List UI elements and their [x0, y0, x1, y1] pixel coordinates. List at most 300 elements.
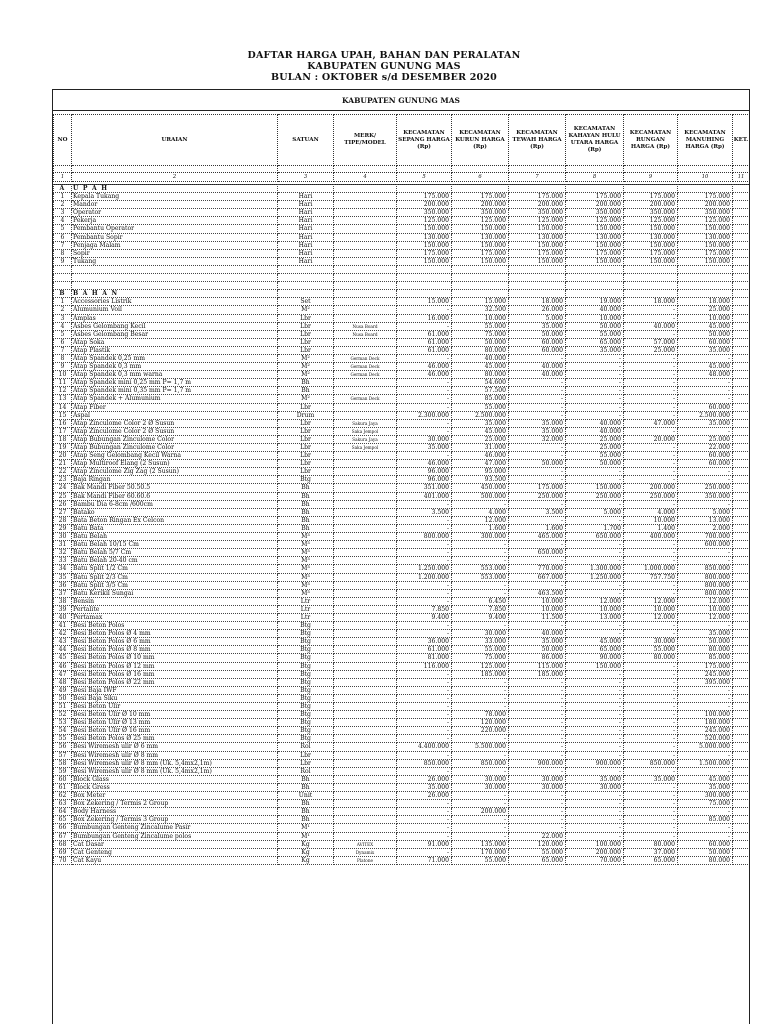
price-kurun: 40.000: [452, 354, 509, 362]
price-kahayan-hulu-utara: 900.000: [566, 759, 624, 767]
row-number: 1: [54, 298, 72, 306]
row-number: [54, 265, 72, 273]
remarks: [733, 427, 750, 435]
price-kahayan-hulu-utara: -: [566, 711, 624, 719]
price-kurun: -: [452, 792, 509, 800]
price-kahayan-hulu-utara: -: [566, 403, 624, 411]
price-rungan: [624, 282, 678, 290]
brand-model: [334, 314, 397, 322]
table-row: [54, 209, 750, 217]
price-sepang: 1.200.000: [397, 573, 452, 581]
row-number: 67: [54, 832, 72, 840]
price-rungan: [624, 290, 678, 298]
price-sepang: -: [397, 703, 452, 711]
row-number: 60: [54, 775, 72, 783]
row-number: 20: [54, 452, 72, 460]
unit: Bh: [278, 508, 334, 516]
brand-model: [334, 792, 397, 800]
unit: Kg: [278, 840, 334, 848]
price-kahayan-hulu-utara: 150.000: [566, 484, 624, 492]
price-sepang: 30.000: [397, 435, 452, 443]
unit: Kg: [278, 848, 334, 856]
price-kurun: 150.000: [452, 257, 509, 265]
remarks: [733, 711, 750, 719]
header-spacer-cell: [509, 166, 566, 173]
unit: Btg: [278, 654, 334, 662]
brand-model: [334, 573, 397, 581]
price-tewah: -: [509, 686, 566, 694]
price-kurun: 30.000: [452, 775, 509, 783]
table-row: [54, 727, 750, 735]
remarks: [733, 630, 750, 638]
table-row: [54, 387, 750, 395]
price-kurun: 125.000: [452, 217, 509, 225]
price-kahayan-hulu-utara: 40.000: [566, 427, 624, 435]
price-kahayan-hulu-utara: -: [566, 363, 624, 371]
brand-model: AVITEX: [334, 840, 397, 848]
price-tewah: [509, 290, 566, 298]
price-tewah: 26.000: [509, 306, 566, 314]
price-tewah: 55.000: [509, 848, 566, 856]
unit: Lbr: [278, 346, 334, 354]
brand-model: [334, 727, 397, 735]
table-row: [54, 225, 750, 233]
unit: Hari: [278, 209, 334, 217]
row-number: 39: [54, 605, 72, 613]
price-kurun: 55.000: [452, 646, 509, 654]
price-tewah: -: [509, 500, 566, 508]
remarks: [733, 274, 750, 282]
item-description: B A H A N: [72, 290, 278, 298]
price-rungan: 850.000: [624, 759, 678, 767]
price-tewah: -: [509, 711, 566, 719]
brand-model: [334, 743, 397, 751]
brand-model: [334, 630, 397, 638]
price-tewah: 11.500: [509, 613, 566, 621]
row-number: 49: [54, 686, 72, 694]
remarks: [733, 282, 750, 290]
price-kahayan-hulu-utara: -: [566, 727, 624, 735]
brand-model: [334, 282, 397, 290]
item-description: Block Glass: [72, 775, 278, 783]
column-header: KECAMATAN SEPANG HARGA (Rp): [397, 115, 452, 166]
price-rungan: -: [624, 379, 678, 387]
row-number: 11: [54, 379, 72, 387]
remarks: [733, 654, 750, 662]
remarks: [733, 484, 750, 492]
price-manuhing: 10.000: [678, 314, 733, 322]
table-row: [54, 314, 750, 322]
unit: Bh: [278, 492, 334, 500]
price-tewah: 30.000: [509, 775, 566, 783]
price-kahayan-hulu-utara: 40.000: [566, 419, 624, 427]
price-kurun: 125.000: [452, 662, 509, 670]
item-description: U P A H: [72, 185, 278, 193]
price-rungan: -: [624, 630, 678, 638]
price-manuhing: 18.000: [678, 298, 733, 306]
price-kurun: 120.000: [452, 719, 509, 727]
unit: Lbr: [278, 444, 334, 452]
price-rungan: -: [624, 387, 678, 395]
price-rungan: 12.000: [624, 597, 678, 605]
remarks: [733, 533, 750, 541]
row-number: 65: [54, 816, 72, 824]
table-row: [54, 573, 750, 581]
brand-model: [334, 516, 397, 524]
unit: M³: [278, 541, 334, 549]
unit: M²: [278, 354, 334, 362]
price-rungan: 30.000: [624, 638, 678, 646]
price-manuhing: 520.000: [678, 735, 733, 743]
unit: Btg: [278, 646, 334, 654]
brand-model: German Deck: [334, 363, 397, 371]
brand-model: [334, 662, 397, 670]
price-kahayan-hulu-utara: 35.000: [566, 775, 624, 783]
column-number: 3: [278, 173, 334, 182]
unit: Bh: [278, 808, 334, 816]
brand-model: [334, 346, 397, 354]
frame-right-rule: [749, 89, 750, 1024]
table-row: [54, 549, 750, 557]
price-sepang: 150.000: [397, 241, 452, 249]
unit: Bh: [278, 816, 334, 824]
item-description: [72, 274, 278, 282]
price-rungan: -: [624, 411, 678, 419]
unit: Btg: [278, 662, 334, 670]
price-sepang: 35.000: [397, 783, 452, 791]
brand-model: [334, 565, 397, 573]
price-rungan: 400.000: [624, 533, 678, 541]
brand-model: Platone: [334, 856, 397, 864]
price-sepang: 200.000: [397, 201, 452, 209]
price-kahayan-hulu-utara: -: [566, 719, 624, 727]
remarks: [733, 435, 750, 443]
price-kahayan-hulu-utara: 50.000: [566, 460, 624, 468]
price-sepang: -: [397, 452, 452, 460]
remarks: [733, 290, 750, 298]
price-manuhing: 245.000: [678, 727, 733, 735]
item-description: Batu Belah 20-40 cm: [72, 557, 278, 565]
price-sepang: -: [397, 379, 452, 387]
price-manuhing: -: [678, 703, 733, 711]
remarks: [733, 767, 750, 775]
price-kurun: 85.000: [452, 395, 509, 403]
price-sepang: 71.000: [397, 856, 452, 864]
remarks: [733, 233, 750, 241]
unit: Btg: [278, 703, 334, 711]
price-kurun: 32.500: [452, 306, 509, 314]
unit: Lbr: [278, 427, 334, 435]
brand-model: [334, 476, 397, 484]
price-sepang: -: [397, 549, 452, 557]
remarks: [733, 646, 750, 654]
column-number: 6: [452, 173, 509, 182]
table-row: [54, 444, 750, 452]
remarks: [733, 605, 750, 613]
row-number: 4: [54, 322, 72, 330]
brand-model: [334, 257, 397, 265]
price-manuhing: 60.000: [678, 338, 733, 346]
price-rungan: -: [624, 711, 678, 719]
price-kurun: 93.500: [452, 476, 509, 484]
price-manuhing: 35.000: [678, 630, 733, 638]
remarks: [733, 678, 750, 686]
table-row: [54, 217, 750, 225]
price-sepang: -: [397, 711, 452, 719]
price-manuhing: 75.000: [678, 800, 733, 808]
remarks: [733, 832, 750, 840]
remarks: [733, 387, 750, 395]
price-kahayan-hulu-utara: 55.000: [566, 452, 624, 460]
brand-model: [334, 654, 397, 662]
remarks: [733, 201, 750, 209]
unit: Btg: [278, 476, 334, 484]
price-rungan: -: [624, 403, 678, 411]
price-tewah: 86.000: [509, 654, 566, 662]
price-kurun: -: [452, 581, 509, 589]
item-description: Box Zekering / Termis 3 Group: [72, 816, 278, 824]
table-row: [54, 557, 750, 565]
table-row: [54, 703, 750, 711]
price-kurun: 350.000: [452, 209, 509, 217]
item-description: Alumunium Voil: [72, 306, 278, 314]
price-tewah: -: [509, 581, 566, 589]
price-kahayan-hulu-utara: 25.000: [566, 435, 624, 443]
table-row: [54, 492, 750, 500]
doc-subtitle-period: BULAN : OKTOBER s/d DESEMBER 2020: [271, 72, 497, 83]
price-table: [53, 184, 750, 865]
price-sepang: -: [397, 751, 452, 759]
brand-model: [334, 581, 397, 589]
price-sepang: [397, 185, 452, 193]
column-number: 10: [678, 173, 733, 182]
price-rungan: -: [624, 686, 678, 694]
price-rungan: -: [624, 694, 678, 702]
price-tewah: 60.000: [509, 338, 566, 346]
unit: M²: [278, 395, 334, 403]
brand-model: [334, 613, 397, 621]
brand-model: [334, 209, 397, 217]
price-kahayan-hulu-utara: 200.000: [566, 201, 624, 209]
price-manuhing: 700.000: [678, 533, 733, 541]
price-sepang: -: [397, 395, 452, 403]
price-manuhing: -: [678, 622, 733, 630]
price-rungan: -: [624, 363, 678, 371]
price-kurun: [452, 282, 509, 290]
price-rungan: -: [624, 678, 678, 686]
price-tewah: 185.000: [509, 670, 566, 678]
remarks: [733, 613, 750, 621]
column-header: SATUAN: [278, 115, 334, 166]
price-rungan: -: [624, 452, 678, 460]
price-sepang: 175.000: [397, 193, 452, 201]
row-number: 64: [54, 808, 72, 816]
price-tewah: 150.000: [509, 257, 566, 265]
remarks: [733, 524, 750, 532]
unit: Bh: [278, 500, 334, 508]
table-row: [54, 711, 750, 719]
price-kahayan-hulu-utara: -: [566, 557, 624, 565]
item-description: Atap Seng Gelombang Kecil Warna: [72, 452, 278, 460]
unit: Lbr: [278, 468, 334, 476]
price-sepang: -: [397, 800, 452, 808]
row-number: 69: [54, 848, 72, 856]
remarks: [733, 363, 750, 371]
column-number: 7: [509, 173, 566, 182]
item-description: Batu Bata: [72, 524, 278, 532]
price-rungan: -: [624, 500, 678, 508]
price-kurun: 55.000: [452, 403, 509, 411]
item-description: Atap Fiber: [72, 403, 278, 411]
item-description: Atap Zinculome Color 2 Ø Susun: [72, 427, 278, 435]
remarks: [733, 581, 750, 589]
table-row: [54, 452, 750, 460]
price-kahayan-hulu-utara: 30.000: [566, 783, 624, 791]
table-row: [54, 265, 750, 273]
price-tewah: 115.000: [509, 662, 566, 670]
unit: Lbr: [278, 751, 334, 759]
price-manuhing: -: [678, 427, 733, 435]
table-row: [54, 468, 750, 476]
header-spacer-cell: [452, 166, 509, 173]
price-kurun: 75.000: [452, 330, 509, 338]
price-sepang: -: [397, 581, 452, 589]
price-tewah: -: [509, 808, 566, 816]
price-sepang: -: [397, 808, 452, 816]
unit: Lbr: [278, 759, 334, 767]
price-manuhing: 100.000: [678, 711, 733, 719]
price-manuhing: 60.000: [678, 460, 733, 468]
brand-model: Dynamix: [334, 848, 397, 856]
row-number: 35: [54, 573, 72, 581]
price-kahayan-hulu-utara: -: [566, 670, 624, 678]
price-tewah: 463.500: [509, 589, 566, 597]
unit: Lbr: [278, 330, 334, 338]
price-kurun: 150.000: [452, 241, 509, 249]
table-row: [54, 185, 750, 193]
brand-model: [334, 686, 397, 694]
unit: M²: [278, 306, 334, 314]
price-manuhing: 5.000.000: [678, 743, 733, 751]
price-tewah: -: [509, 816, 566, 824]
price-kahayan-hulu-utara: 40.000: [566, 306, 624, 314]
remarks: [733, 257, 750, 265]
price-sepang: -: [397, 630, 452, 638]
unit: Bh: [278, 484, 334, 492]
item-description: Atap Spandek 0,3 mm warna: [72, 371, 278, 379]
item-description: Operator: [72, 209, 278, 217]
price-manuhing: 130.000: [678, 233, 733, 241]
price-kurun: 30.000: [452, 783, 509, 791]
remarks: [733, 185, 750, 193]
price-manuhing: 800.000: [678, 573, 733, 581]
remarks: [733, 751, 750, 759]
row-number: 54: [54, 727, 72, 735]
remarks: [733, 452, 750, 460]
price-rungan: -: [624, 549, 678, 557]
brand-model: Nusa Board: [334, 322, 397, 330]
remarks: [733, 241, 750, 249]
unit: Lbr: [278, 322, 334, 330]
item-description: Pekerja: [72, 217, 278, 225]
table-row: [54, 363, 750, 371]
item-description: Aspal: [72, 411, 278, 419]
price-rungan: 80.000: [624, 840, 678, 848]
price-manuhing: 35.000: [678, 346, 733, 354]
table-row: [54, 460, 750, 468]
price-sepang: -: [397, 824, 452, 832]
remarks: [733, 338, 750, 346]
row-number: 7: [54, 346, 72, 354]
remarks: [733, 816, 750, 824]
brand-model: [334, 193, 397, 201]
price-tewah: 65.000: [509, 856, 566, 864]
item-description: Besi Wiremesh ulir Ø 8 mm (Uk. 5,4mx2,1m): [72, 767, 278, 775]
price-tewah: -: [509, 622, 566, 630]
price-kahayan-hulu-utara: 50.000: [566, 322, 624, 330]
row-number: 44: [54, 646, 72, 654]
remarks: [733, 589, 750, 597]
remarks: [733, 565, 750, 573]
price-rungan: -: [624, 727, 678, 735]
price-manuhing: -: [678, 832, 733, 840]
item-description: Mandor: [72, 201, 278, 209]
item-description: Atap Zinculome Color 2 Ø Susun: [72, 419, 278, 427]
item-description: Besi Beton Polos Ø 6 mm: [72, 638, 278, 646]
brand-model: [334, 452, 397, 460]
price-sepang: 61.000: [397, 338, 452, 346]
unit: Bh: [278, 775, 334, 783]
price-sepang: 91.000: [397, 840, 452, 848]
price-sepang: -: [397, 516, 452, 524]
row-number: 3: [54, 209, 72, 217]
table-row: [54, 233, 750, 241]
brand-model: [334, 557, 397, 565]
table-row: [54, 686, 750, 694]
price-manuhing: 25.000: [678, 306, 733, 314]
item-description: Besi Beton Polos Ø 25 mm: [72, 735, 278, 743]
row-number: 8: [54, 354, 72, 362]
price-sepang: -: [397, 387, 452, 395]
price-manuhing: 60.000: [678, 452, 733, 460]
price-kahayan-hulu-utara: -: [566, 395, 624, 403]
unit: [278, 265, 334, 273]
unit: Lbr: [278, 338, 334, 346]
remarks: [733, 848, 750, 856]
price-kurun: 7.850: [452, 605, 509, 613]
price-kahayan-hulu-utara: [566, 274, 624, 282]
price-kahayan-hulu-utara: 35.000: [566, 346, 624, 354]
brand-model: [334, 816, 397, 824]
table-row: [54, 783, 750, 791]
price-kahayan-hulu-utara: 65.000: [566, 646, 624, 654]
unit: Ltr: [278, 597, 334, 605]
unit: Hari: [278, 201, 334, 209]
item-description: Atap Bubungan Zinculome Color: [72, 435, 278, 443]
item-description: Bensin: [72, 597, 278, 605]
header-spacer-cell: [678, 166, 733, 173]
brand-model: [334, 605, 397, 613]
price-sepang: 2.300.000: [397, 411, 452, 419]
price-kurun: 200.000: [452, 808, 509, 816]
price-rungan: -: [624, 792, 678, 800]
price-tewah: -: [509, 541, 566, 549]
price-sepang: 125.000: [397, 217, 452, 225]
price-kahayan-hulu-utara: -: [566, 371, 624, 379]
row-number: 68: [54, 840, 72, 848]
unit: Btg: [278, 719, 334, 727]
column-number: 4: [334, 173, 397, 182]
